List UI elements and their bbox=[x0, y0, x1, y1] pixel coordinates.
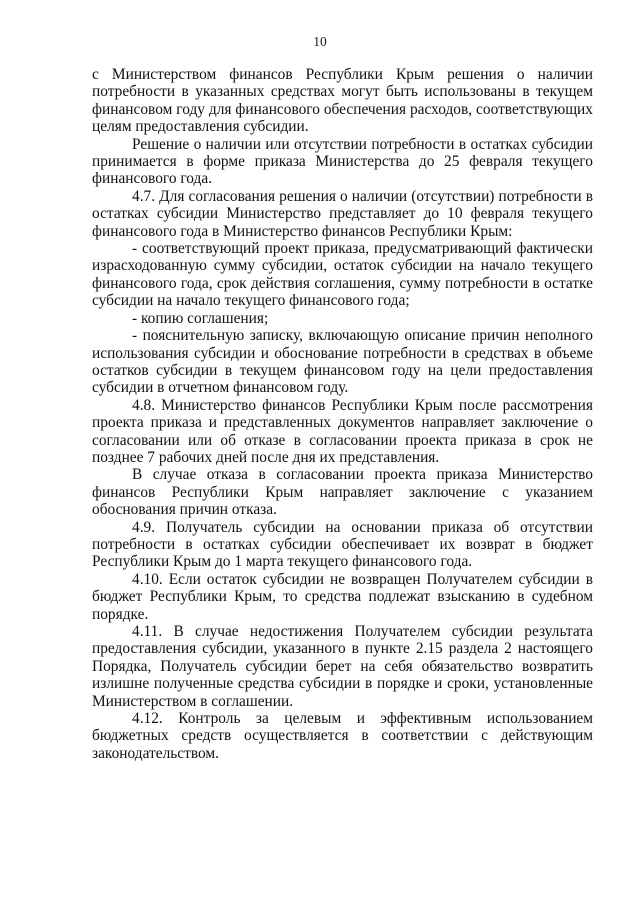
list-item-draft-order: - соответствующий проект приказа, предусматривающий фактически израсходованную сумму субсидии, остаток субсидии на начало текущего финансового года, срок действия соглашения, сумму потребности в остатке субсидии на начало текущего финансового года; bbox=[92, 240, 593, 310]
paragraph-4-7: 4.7. Для согласования решения о наличии (отсутствии) потребности в остатках субсидии Министерство представляет до 10 февраля текущего финансового года в Министерство финансов Республики Крым: bbox=[92, 187, 593, 240]
paragraph-4-9: 4.9. Получатель субсидии на основании приказа об отсутствии потребности в остатках субсидии обеспечивает их возврат в бюджет Республики Крым до 1 марта текущего финансового года. bbox=[92, 518, 593, 571]
paragraph-4-11: 4.11. В случае недостижения Получателем субсидии результата предоставления субсидии, указанного в пункте 2.15 раздела 2 настоящего Порядка, Получатель субсидии берет на себя обязательство возвратить излишне полученные средства субсидии в порядке и сроки, установленные Министерством в соглашении. bbox=[92, 623, 593, 710]
paragraph-decision: Решение о наличии или отсутствии потребности в остатках субсидии принимается в форме приказа Министерства до 25 февраля текущего финансового года. bbox=[92, 135, 593, 188]
paragraph-continuation: с Министерством финансов Республики Крым решения о наличии потребности в указанных средствах могут быть использованы в текущем финансовом году для финансового обеспечения расходов, соответствующих целям предоставления субсидии. bbox=[92, 66, 593, 136]
document-body bbox=[92, 66, 593, 762]
page-number: 10 bbox=[313, 34, 327, 49]
paragraph-4-8: 4.8. Министерство финансов Республики Крым после рассмотрения проекта приказа и представленных документов направляет заключение о согласовании или об отказе в согласовании проекта приказа в срок не позднее 7 рабочих дней после дня их представления. bbox=[92, 396, 593, 466]
paragraph-4-10: 4.10. Если остаток субсидии не возвращен Получателем субсидии в бюджет Республики Крым, то средства подлежат взысканию в судебном порядке. bbox=[92, 570, 593, 623]
paragraph-4-12: 4.12. Контроль за целевым и эффективным использованием бюджетных средств осуществляется в соответствии с действующим законодательством. bbox=[92, 710, 593, 762]
paragraph-refusal: В случае отказа в согласовании проекта приказа Министерство финансов Республики Крым направляет заключение с указанием обоснования причин отказа. bbox=[92, 466, 593, 519]
list-item-agreement-copy: - копию соглашения; bbox=[132, 309, 269, 327]
list-item-explanatory-note: - пояснительную записку, включающую описание причин неполного использования субсидии и обоснование потребности в средствах в объеме остатков субсидии в текущем финансовом году на цели предоставления субсидии в отчетном финансовом году. bbox=[92, 327, 593, 397]
